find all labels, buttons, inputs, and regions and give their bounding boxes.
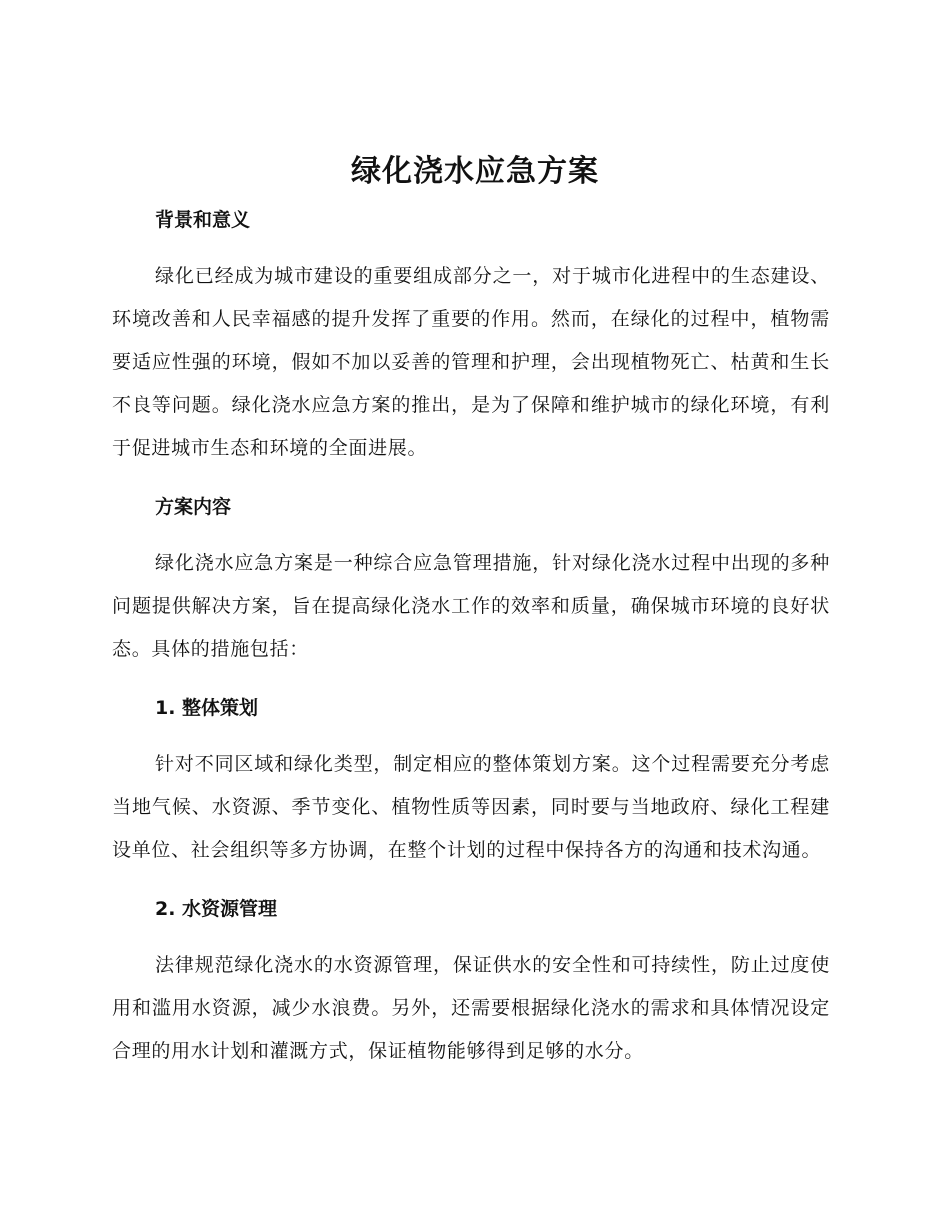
document-title: 绿化浇水应急方案 bbox=[351, 154, 599, 189]
document-body bbox=[112, 201, 830, 1073]
section-paragraph-overall-planning: 针对不同区域和绿化类型，制定相应的整体策划方案。这个过程需要充分考虑当地气候、水资源、季节变化、植物性质等因素，同时要与当地政府、绿化工程建设单位、社会组织等多方协调，在整个计划的过程中保持各方的沟通和技术沟通。 bbox=[112, 753, 830, 861]
section-paragraph-background: 绿化已经成为城市建设的重要组成部分之一，对于城市化进程中的生态建设、环境改善和人民幸福感的提升发挥了重要的作用。然而，在绿化的过程中，植物需要适应性强的环境，假如不加以妥善的管理和护理，会出现植物死亡、枯黄和生长不良等问题。绿化浇水应急方案的推出，是为了保障和维护城市的绿化环境，有利于促进城市生态和环境的全面进展。 bbox=[112, 265, 830, 459]
section-heading-overall-planning: 1. 整体策划 bbox=[155, 697, 259, 719]
section-heading-background: 背景和意义 bbox=[155, 209, 251, 231]
section-paragraph-water-management: 法律规范绿化浇水的水资源管理，保证供水的安全性和可持续性，防止过度使用和滥用水资源，减少水浪费。另外，还需要根据绿化浇水的需求和具体情况设定合理的用水计划和灌溉方式，保证植物能够得到足够的水分。 bbox=[112, 954, 830, 1062]
section-heading-water-management: 2. 水资源管理 bbox=[155, 898, 278, 920]
section-paragraph-plan-content: 绿化浇水应急方案是一种综合应急管理措施，针对绿化浇水过程中出现的多种问题提供解决方案，旨在提高绿化浇水工作的效率和质量，确保城市环境的良好状态。具体的措施包括： bbox=[112, 552, 830, 660]
section-heading-plan-content: 方案内容 bbox=[155, 496, 232, 518]
